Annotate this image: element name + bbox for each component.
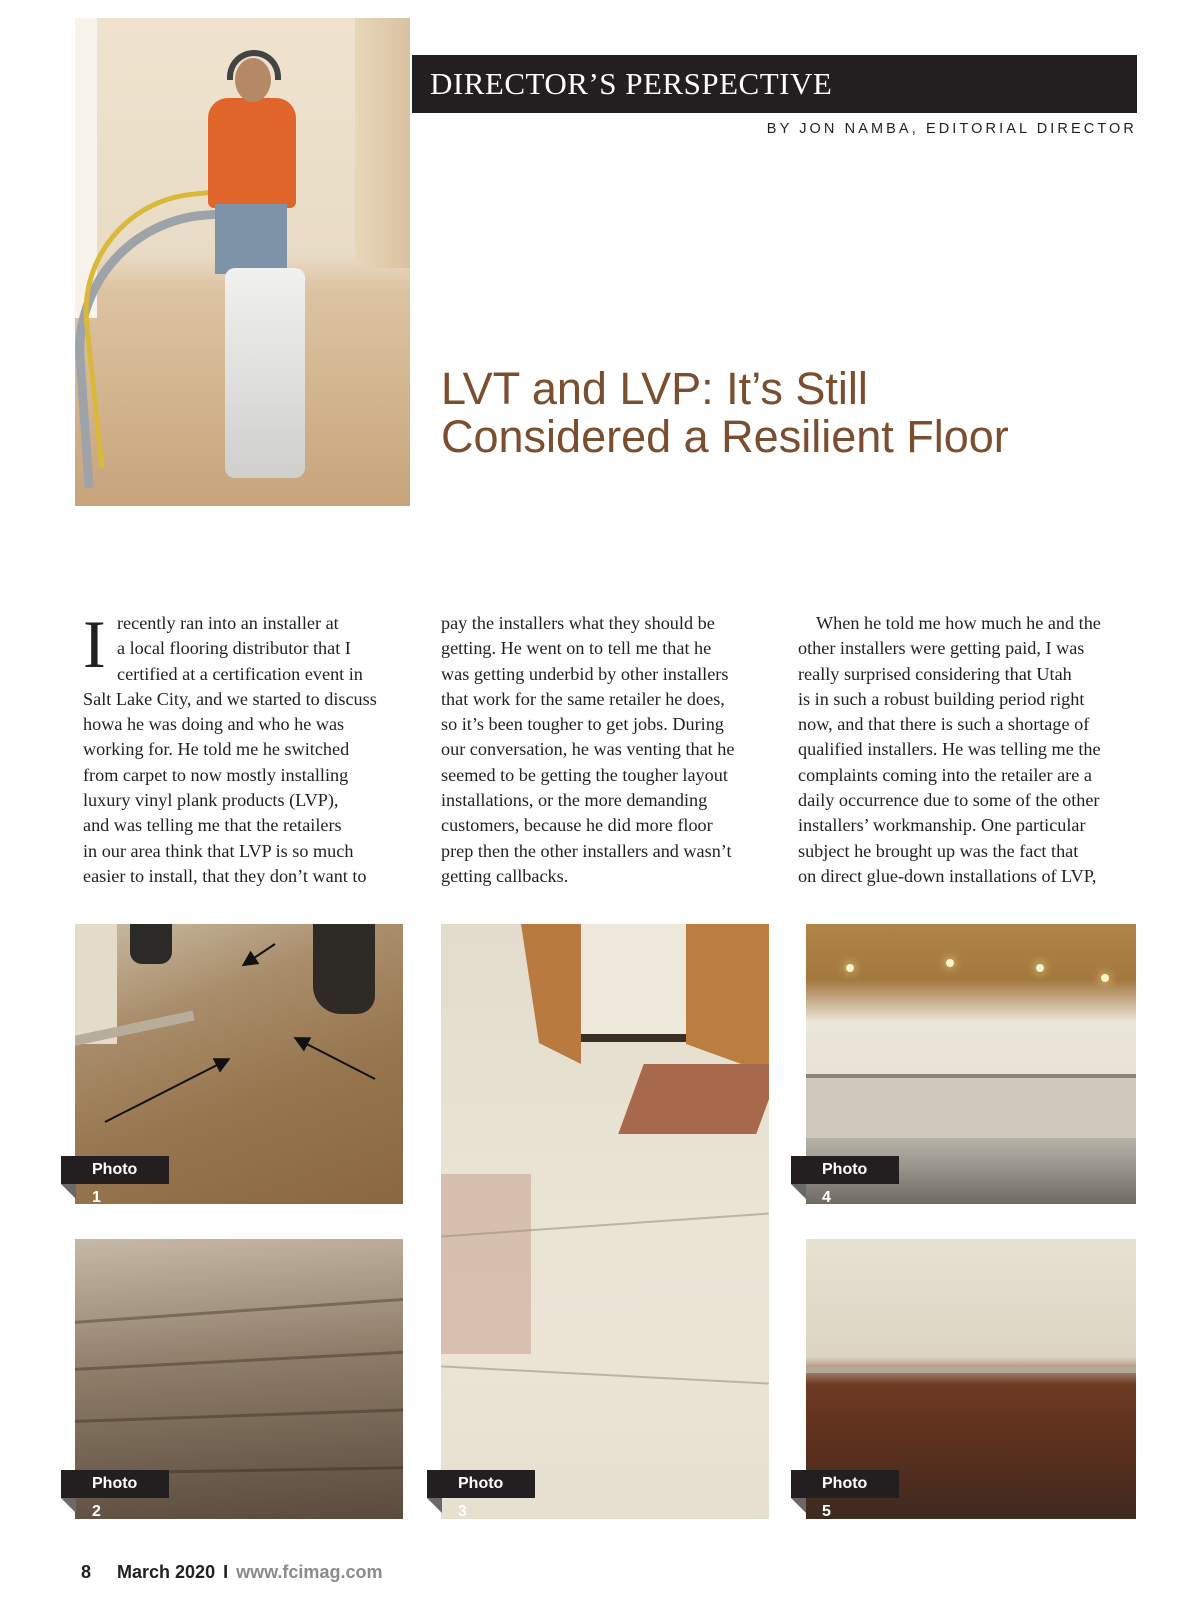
- wood-door-left: [521, 924, 581, 1064]
- text-line: pay the installers what they should be: [441, 613, 715, 633]
- photo-1-label: Photo 1: [61, 1156, 169, 1184]
- text-line: prep then the other installers and wasn’t: [441, 840, 732, 861]
- text-line: When he told me how much he and the: [816, 613, 1101, 633]
- text-line: other installers were getting paid, I was: [798, 638, 1085, 659]
- text-line: and was telling me that the retailers: [83, 815, 342, 836]
- arrow-left: [105, 1060, 227, 1122]
- ceiling-light: [1036, 964, 1044, 972]
- text-line: our conversation, he was venting that he: [441, 739, 735, 760]
- text-line: subject he brought up was the fact that: [798, 840, 1079, 861]
- text-line: certified at a certification event in: [117, 663, 363, 684]
- text-line: seemed to be getting the tougher layout: [441, 764, 728, 785]
- hero-photo-floor-sander: [75, 18, 410, 506]
- article-column-3: [798, 611, 1124, 889]
- stage-platform: [806, 1074, 1136, 1138]
- text-line: installers’ workmanship. One particular: [798, 815, 1086, 836]
- text-line: easier to install, that they don’t want to: [83, 865, 367, 886]
- arrow-top: [245, 944, 275, 964]
- wood-door-right: [686, 924, 769, 1074]
- ear-protection: [227, 50, 281, 80]
- floor-sander-machine: [225, 268, 305, 478]
- text-line: customers, because he did more floor: [441, 815, 713, 836]
- closet-opening: [581, 924, 686, 1042]
- installer-shirt: [208, 98, 296, 208]
- text-line: qualified installers. He was telling me the: [798, 739, 1101, 760]
- photo-5-label: Photo 5: [791, 1470, 899, 1498]
- photo-2-label: Photo 2: [61, 1470, 169, 1498]
- text-line: daily occurrence due to some of the other: [798, 790, 1100, 811]
- byline: BY JON NAMBA, EDITORIAL DIRECTOR: [766, 121, 1137, 137]
- page-number: 8: [81, 1562, 92, 1582]
- text-line: recently ran into an installer at: [117, 613, 339, 633]
- photo-3-label: Photo 3: [427, 1470, 535, 1498]
- article-column-2: [441, 611, 767, 889]
- website-link[interactable]: www.fcimag.com: [236, 1562, 383, 1582]
- plank-seam: [75, 1349, 403, 1372]
- text-line: working for. He told me he switched: [83, 739, 350, 760]
- text-line: installations, or the more demanding: [441, 790, 708, 811]
- text-line: in our area think that LVP is so much: [83, 840, 354, 861]
- department-title: DIRECTOR’S PERSPECTIVE: [430, 66, 833, 101]
- text-line: now, and that there is such a shortage of: [798, 714, 1090, 735]
- article-headline: [441, 365, 1141, 461]
- headline-line-2: Considered a Resilient Floor: [441, 411, 1009, 462]
- panel-seam: [441, 1365, 769, 1384]
- text-line: complaints coming into the retailer are a: [798, 764, 1092, 785]
- text-line: getting. He went on to tell me that he: [441, 638, 712, 659]
- carpet-remnant: [618, 1064, 769, 1134]
- plank-seam: [75, 1407, 403, 1423]
- plank-seam: [75, 1296, 403, 1326]
- wall-corner: [355, 18, 410, 268]
- department-banner: [412, 55, 1137, 113]
- text-line: Salt Lake City, and we started to discuss: [83, 688, 377, 709]
- text-line: that work for the same retailer he does,: [441, 688, 725, 709]
- text-line: on direct glue-down installations of LVP,: [798, 865, 1097, 886]
- stage-edge: [806, 1367, 1136, 1373]
- photo-4-label: Photo 4: [791, 1156, 899, 1184]
- text-line: howa he was doing and who he was: [83, 714, 345, 735]
- text-line: is in such a robust building period right: [798, 688, 1085, 709]
- text-line: was getting underbid by other installers: [441, 663, 729, 684]
- ceiling-light: [1101, 974, 1109, 982]
- page-footer: [81, 1562, 382, 1583]
- text-line: luxury vinyl plank products (LVP),: [83, 790, 339, 811]
- drop-cap: I: [83, 606, 106, 682]
- installer-jeans: [215, 204, 287, 274]
- arrow-right: [297, 1039, 375, 1079]
- headline-line-1: LVT and LVP: It’s Still: [441, 363, 868, 414]
- text-line: really surprised considering that Utah: [798, 663, 1072, 684]
- ceiling-light: [846, 964, 854, 972]
- text-line: getting callbacks.: [441, 865, 569, 886]
- issue-date: March 2020: [117, 1562, 216, 1582]
- photo-3-subfloor-prep: [441, 924, 769, 1519]
- ceiling-light: [946, 959, 954, 967]
- footer-separator: I: [223, 1562, 229, 1582]
- text-line: so it’s been tougher to get jobs. During: [441, 714, 724, 735]
- article-column-1: [83, 606, 409, 889]
- text-line: a local flooring distributor that I: [117, 638, 351, 659]
- text-line: from carpet to now mostly installing: [83, 764, 349, 785]
- floor-stain: [441, 1174, 531, 1354]
